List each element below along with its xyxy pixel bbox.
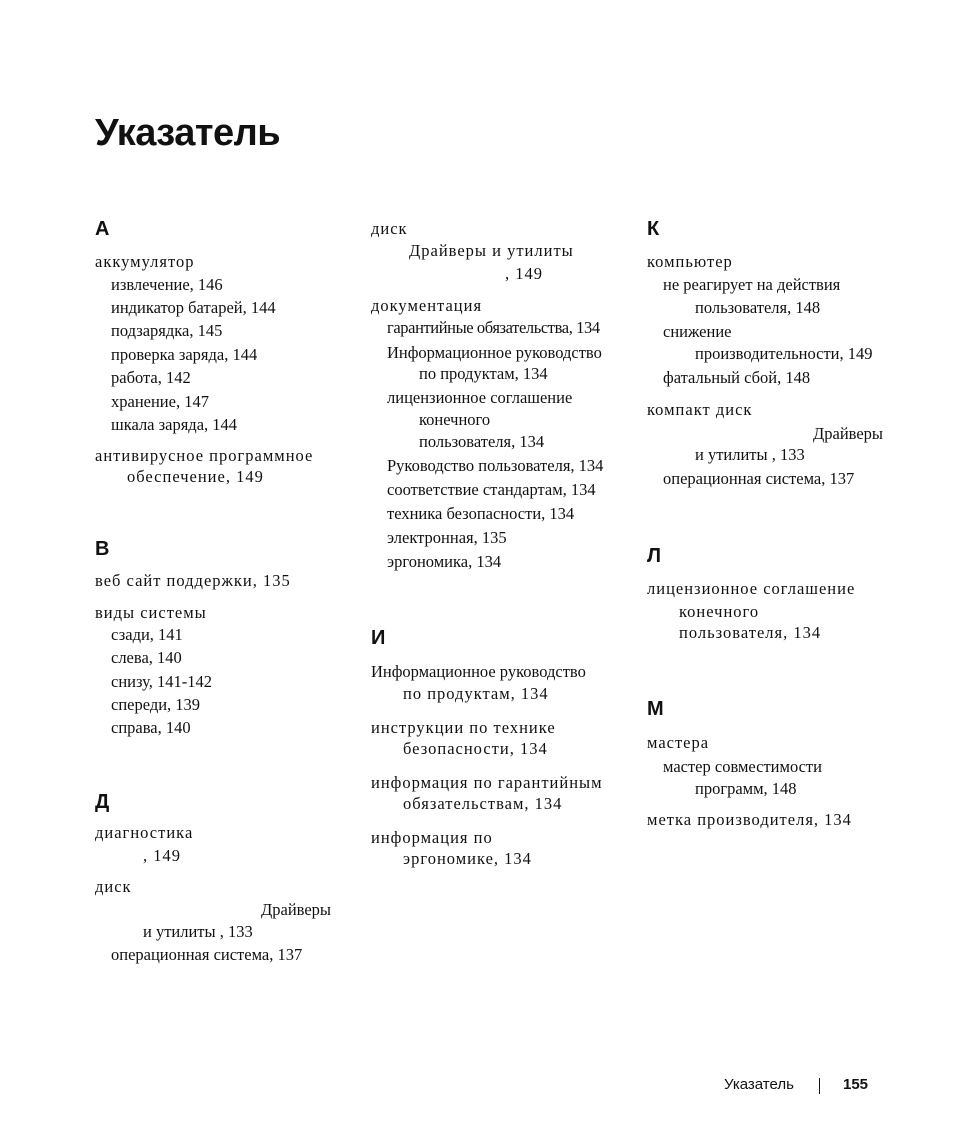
index-term: метка производителя, 134 bbox=[647, 810, 852, 829]
index-subentry-continuation: программ, 148 bbox=[695, 779, 797, 798]
index-term: компакт диск bbox=[647, 400, 753, 419]
index-term-continuation: конечного bbox=[679, 602, 760, 621]
index-subentry: Драйверы bbox=[813, 424, 884, 443]
index-term: лицензионное соглашение bbox=[647, 579, 856, 598]
index-term: информация по гарантийным bbox=[371, 773, 603, 792]
section-letter-a: А bbox=[95, 218, 110, 240]
index-subentry: слева, 140 bbox=[111, 648, 182, 667]
index-term: диск bbox=[371, 219, 408, 238]
index-term-continuation: , 149 bbox=[143, 846, 181, 865]
index-subentry: справа, 140 bbox=[111, 718, 191, 737]
index-subentry: эргономика, 134 bbox=[387, 552, 502, 571]
index-subentry: индикатор батарей, 144 bbox=[111, 298, 276, 317]
index-term-continuation: по продуктам, 134 bbox=[403, 684, 549, 703]
footer-section-label: Указатель bbox=[724, 1076, 794, 1093]
index-subentry: фатальный сбой, 148 bbox=[663, 368, 811, 387]
index-subentry: извлечение, 146 bbox=[111, 275, 223, 294]
index-term: аккумулятор bbox=[95, 252, 195, 271]
index-subentry: техника безопасности, 134 bbox=[387, 504, 575, 523]
index-subentry-continuation: и утилиты , 133 bbox=[143, 922, 253, 941]
page-title: Указатель bbox=[95, 112, 281, 154]
index-term: виды системы bbox=[95, 603, 207, 622]
index-term: антивирусное программное bbox=[95, 446, 314, 465]
index-subentry: спереди, 139 bbox=[111, 695, 201, 714]
section-letter-v: В bbox=[95, 538, 110, 560]
index-subentry: Драйверы bbox=[261, 900, 332, 919]
section-letter-k: К bbox=[647, 218, 660, 240]
index-subentry: Информационное руководство bbox=[387, 343, 602, 362]
index-term: документация bbox=[371, 296, 483, 315]
index-subentry: гарантийные обязательства, 134 bbox=[387, 318, 600, 337]
index-subentry: операционная система, 137 bbox=[663, 469, 855, 488]
index-subentry-continuation: пользователя, 148 bbox=[695, 298, 821, 317]
index-subentry: мастер совместимости bbox=[663, 757, 822, 776]
index-term-continuation: эргономике, 134 bbox=[403, 849, 532, 868]
index-subentry-continuation: и утилиты , 133 bbox=[695, 445, 805, 464]
index-subentry: проверка заряда, 144 bbox=[111, 345, 258, 364]
index-subentry: Драйверы и утилиты bbox=[409, 241, 574, 260]
index-term: инструкции по технике bbox=[371, 718, 556, 737]
index-term: информация по bbox=[371, 828, 493, 847]
index-subentry: соответствие стандартам, 134 bbox=[387, 480, 596, 499]
index-subentry: Руководство пользователя, 134 bbox=[387, 456, 604, 475]
index-term-continuation: обязательствам, 134 bbox=[403, 794, 563, 813]
section-letter-m: М bbox=[647, 698, 664, 720]
index-term: веб сайт поддержки, 135 bbox=[95, 571, 291, 590]
index-term-continuation: безопасности, 134 bbox=[403, 739, 548, 758]
index-term: компьютер bbox=[647, 252, 733, 271]
index-subentry: подзарядка, 145 bbox=[111, 321, 223, 340]
index-subentry-continuation: пользователя, 134 bbox=[419, 432, 545, 451]
index-term: Информационное руководство bbox=[371, 662, 586, 681]
index-subentry: электронная, 135 bbox=[387, 528, 507, 547]
index-term: мастера bbox=[647, 733, 710, 752]
index-subentry-continuation: , 149 bbox=[505, 264, 543, 283]
index-subentry: сзади, 141 bbox=[111, 625, 183, 644]
index-term-continuation: пользователя, 134 bbox=[679, 623, 822, 642]
section-letter-l: Л bbox=[647, 545, 662, 567]
index-subentry-continuation: по продуктам, 134 bbox=[419, 364, 548, 383]
index-subentry-continuation: конечного bbox=[419, 410, 491, 429]
page-number: 155 bbox=[843, 1076, 869, 1093]
section-letter-i: И bbox=[371, 627, 386, 649]
index-subentry: не реагирует на действия bbox=[663, 275, 841, 294]
footer-divider bbox=[819, 1078, 820, 1094]
index-subentry-continuation: производительности, 149 bbox=[695, 344, 873, 363]
index-term: диагностика bbox=[95, 823, 194, 842]
index-subentry: снизу, 141-142 bbox=[111, 672, 212, 691]
index-subentry: лицензионное соглашение bbox=[387, 388, 573, 407]
index-subentry: хранение, 147 bbox=[111, 392, 209, 411]
index-subentry: работа, 142 bbox=[111, 368, 191, 387]
index-subentry: снижение bbox=[663, 322, 732, 341]
index-term-continuation: обеспечение, 149 bbox=[127, 467, 264, 486]
section-letter-d: Д bbox=[95, 791, 110, 813]
index-subentry: операционная система, 137 bbox=[111, 945, 303, 964]
index-term: диск bbox=[95, 877, 132, 896]
index-subentry: шкала заряда, 144 bbox=[111, 415, 238, 434]
